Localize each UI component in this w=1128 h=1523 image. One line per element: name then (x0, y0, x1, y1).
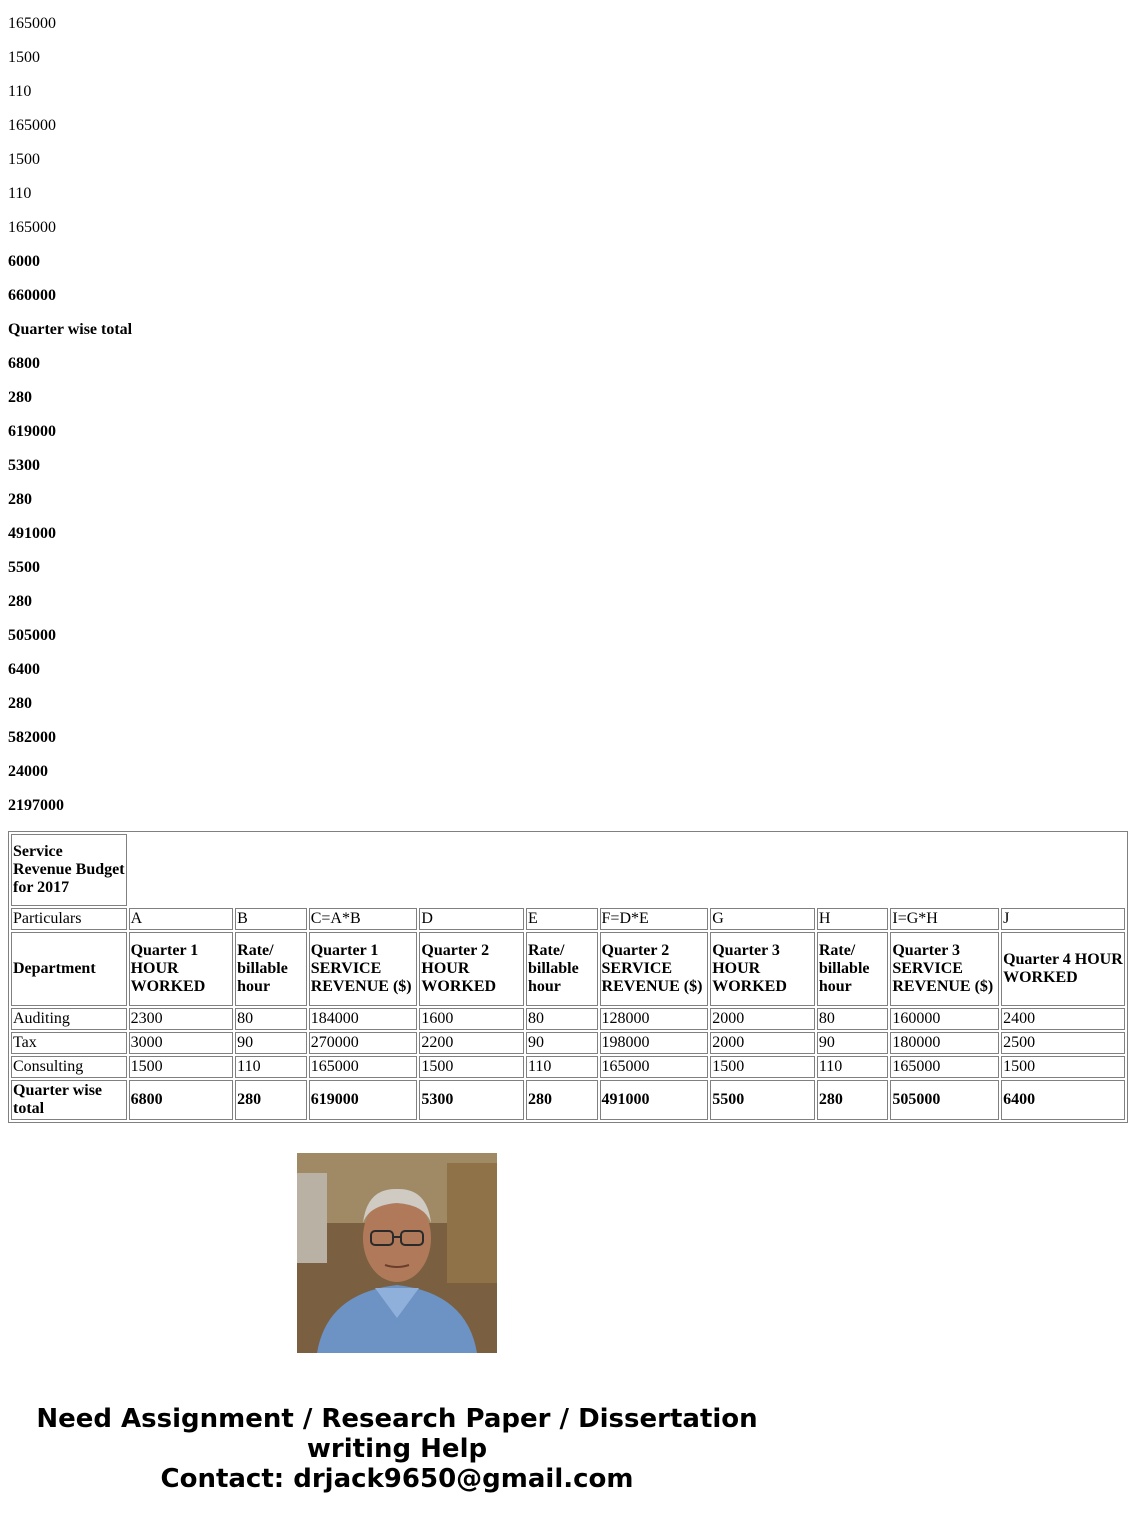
formula-cell: I=G*H (890, 908, 999, 930)
header-cell: Rate/ billable hour (526, 932, 598, 1006)
table-cell: 90 (235, 1032, 307, 1054)
total-cell: 505000 (890, 1080, 999, 1120)
value-line: 1500 (8, 49, 40, 66)
value-line: 280 (8, 593, 32, 610)
table-cell: 90 (526, 1032, 598, 1054)
total-cell: Quarter wise total (11, 1080, 127, 1120)
header-cell: Quarter 4 HOUR WORKED (1001, 932, 1125, 1006)
table-cell: 2400 (1001, 1008, 1125, 1030)
footer-headline: Need Assignment / Research Paper / Dissertation writing Help (36, 1404, 758, 1464)
formula-cell: F=D*E (600, 908, 709, 930)
total-cell: 5300 (419, 1080, 524, 1120)
value-line: 6000 (8, 253, 40, 270)
table-cell: 2000 (710, 1032, 815, 1054)
header-cell: Quarter 1 HOUR WORKED (129, 932, 234, 1006)
total-cell: 6400 (1001, 1080, 1125, 1120)
formula-row (11, 908, 1125, 930)
total-cell: 280 (526, 1080, 598, 1120)
value-line: 1500 (8, 151, 40, 168)
table-cell: 165000 (309, 1056, 418, 1078)
value-line: 165000 (8, 15, 56, 32)
table-cell: 270000 (309, 1032, 418, 1054)
table-cell: 1500 (710, 1056, 815, 1078)
table-cell: Consulting (11, 1056, 127, 1078)
table-cell: 165000 (600, 1056, 709, 1078)
table-row (11, 1032, 1125, 1054)
header-cell: Quarter 1 SERVICE REVENUE ($) (309, 932, 418, 1006)
value-line: 24000 (8, 763, 48, 780)
table-cell: 90 (817, 1032, 889, 1054)
formula-cell: J (1001, 908, 1125, 930)
table-cell: 80 (235, 1008, 307, 1030)
table-cell: Auditing (11, 1008, 127, 1030)
formula-cell: Particulars (11, 908, 127, 930)
header-cell: Rate/ billable hour (235, 932, 307, 1006)
value-line: 110 (8, 185, 32, 202)
table-cell: 1600 (419, 1008, 524, 1030)
value-line: 110 (8, 83, 32, 100)
total-row (11, 1080, 1125, 1120)
value-line: 165000 (8, 219, 56, 236)
table-cell: 2200 (419, 1032, 524, 1054)
header-cell: Quarter 2 SERVICE REVENUE ($) (600, 932, 709, 1006)
table-cell: 160000 (890, 1008, 999, 1030)
value-line: 5300 (8, 457, 40, 474)
value-line: 2197000 (8, 797, 64, 814)
table-cell: 110 (817, 1056, 889, 1078)
table-title-spacer (129, 834, 1125, 906)
footer-banner (0, 1404, 794, 1494)
formula-cell: G (710, 908, 815, 930)
table-cell: 2000 (710, 1008, 815, 1030)
profile-avatar (297, 1153, 497, 1353)
value-line: 280 (8, 695, 32, 712)
header-cell: Department (11, 932, 127, 1006)
table-cell: 180000 (890, 1032, 999, 1054)
table-cell: 184000 (309, 1008, 418, 1030)
table-cell: 110 (526, 1056, 598, 1078)
total-cell: 491000 (600, 1080, 709, 1120)
value-line: 582000 (8, 729, 56, 746)
table-title: Service Revenue Budget for 2017 (11, 834, 127, 906)
table-cell: 1500 (419, 1056, 524, 1078)
table-cell: 80 (526, 1008, 598, 1030)
value-line: 280 (8, 491, 32, 508)
formula-cell: A (129, 908, 234, 930)
header-cell: Quarter 3 SERVICE REVENUE ($) (890, 932, 999, 1006)
value-list (8, 0, 132, 816)
value-line: 6400 (8, 661, 40, 678)
service-revenue-budget-table (8, 831, 1128, 1123)
total-cell: 280 (817, 1080, 889, 1120)
value-line: 5500 (8, 559, 40, 576)
table-cell: 2300 (129, 1008, 234, 1030)
total-cell: 619000 (309, 1080, 418, 1120)
table-cell: Tax (11, 1032, 127, 1054)
formula-cell: D (419, 908, 524, 930)
table-cell: 110 (235, 1056, 307, 1078)
table-cell: 80 (817, 1008, 889, 1030)
formula-cell: E (526, 908, 598, 930)
header-cell: Quarter 2 HOUR WORKED (419, 932, 524, 1006)
header-cell: Rate/ billable hour (817, 932, 889, 1006)
table-cell: 198000 (600, 1032, 709, 1054)
value-line: 491000 (8, 525, 56, 542)
footer-contact: Contact: drjack9650@gmail.com (160, 1464, 634, 1494)
service-revenue-table-wrapper (8, 831, 1123, 1123)
table-cell: 3000 (129, 1032, 234, 1054)
value-line: 619000 (8, 423, 56, 440)
value-line: 165000 (8, 117, 56, 134)
header-cell: Quarter 3 HOUR WORKED (710, 932, 815, 1006)
profile-photo-image (297, 1153, 497, 1353)
table-cell: 1500 (1001, 1056, 1125, 1078)
header-row (11, 932, 1125, 1006)
formula-cell: B (235, 908, 307, 930)
table-cell: 165000 (890, 1056, 999, 1078)
total-cell: 6800 (129, 1080, 234, 1120)
value-line: 505000 (8, 627, 56, 644)
formula-cell: H (817, 908, 889, 930)
value-line: Quarter wise total (8, 321, 133, 338)
table-cell: 2500 (1001, 1032, 1125, 1054)
table-cell: 128000 (600, 1008, 709, 1030)
value-line: 660000 (8, 287, 56, 304)
table-row (11, 1056, 1125, 1078)
table-row (11, 1008, 1125, 1030)
value-line: 280 (8, 389, 32, 406)
formula-cell: C=A*B (309, 908, 418, 930)
table-cell: 1500 (129, 1056, 234, 1078)
total-cell: 280 (235, 1080, 307, 1120)
total-cell: 5500 (710, 1080, 815, 1120)
value-line: 6800 (8, 355, 40, 372)
